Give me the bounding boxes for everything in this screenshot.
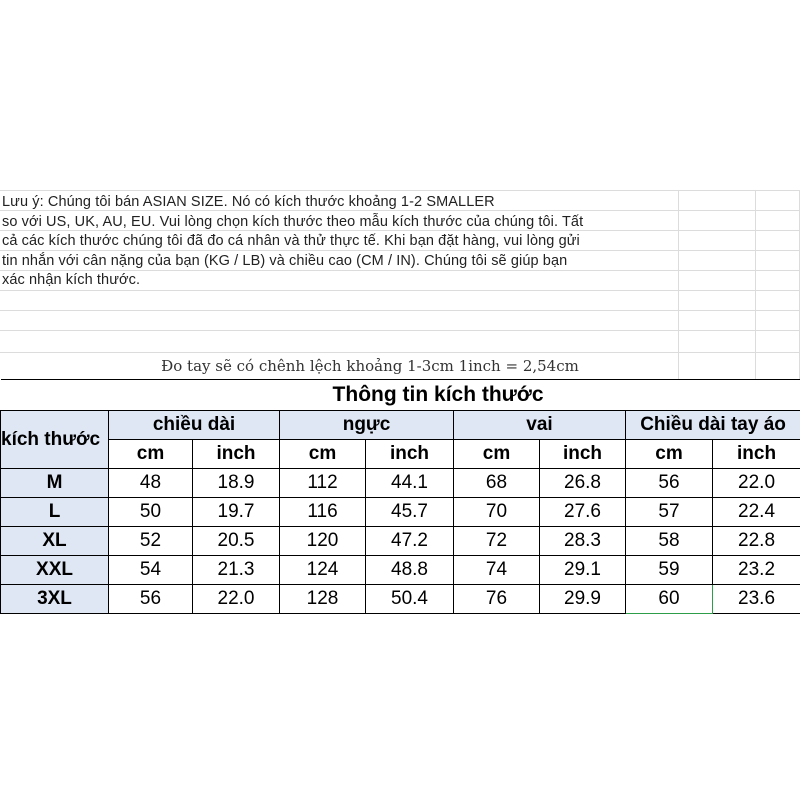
value-cell: 116 <box>280 498 366 527</box>
value-cell: 28.3 <box>540 527 626 556</box>
note-line: xác nhận kích thước. <box>2 272 141 288</box>
note-line: so với US, UK, AU, EU. Vui lòng chọn kích thước theo mẫu kích thước của chúng tôi. Tất <box>2 213 584 230</box>
note-line: cả các kích thước chúng tôi đã đo cá nhân và thử thực tế. Khi bạn đặt hàng, vui lòng gửi <box>2 233 580 249</box>
table-row <box>1 527 800 556</box>
value-cell: 50.4 <box>366 585 454 614</box>
value-cell: 27.6 <box>540 498 626 527</box>
group-shoulder: vai <box>454 411 626 440</box>
value-cell: 22.4 <box>713 498 800 527</box>
table-title: Thông tin kích thước <box>1 380 800 411</box>
value-cell: 68 <box>454 469 540 498</box>
group-sleeve: Chiều dài tay áo <box>626 411 800 440</box>
value-cell: 45.7 <box>366 498 454 527</box>
value-cell: 128 <box>280 585 366 614</box>
size-label: L <box>1 498 109 527</box>
group-chest: ngực <box>280 411 454 440</box>
value-cell: 20.5 <box>193 527 280 556</box>
table-row <box>1 556 800 585</box>
size-label: M <box>1 469 109 498</box>
value-cell: 112 <box>280 469 366 498</box>
unit-cell: cm <box>109 440 193 469</box>
value-cell: 29.1 <box>540 556 626 585</box>
size-label: XXL <box>1 556 109 585</box>
value-cell: 22.0 <box>713 469 800 498</box>
value-cell: 76 <box>454 585 540 614</box>
value-cell: 26.8 <box>540 469 626 498</box>
value-cell: 72 <box>454 527 540 556</box>
value-cell: 54 <box>109 556 193 585</box>
value-cell: 59 <box>626 556 713 585</box>
value-cell: 57 <box>626 498 713 527</box>
value-cell: 19.7 <box>193 498 280 527</box>
unit-cell: inch <box>540 440 626 469</box>
value-cell: 56 <box>109 585 193 614</box>
measure-note <box>0 357 800 375</box>
value-cell: 18.9 <box>193 469 280 498</box>
size-note <box>2 193 682 291</box>
table-row <box>1 585 800 614</box>
value-cell: 44.1 <box>366 469 454 498</box>
unit-cell: inch <box>713 440 800 469</box>
table-row <box>1 469 800 498</box>
value-cell: 23.2 <box>713 556 800 585</box>
unit-cell: inch <box>193 440 280 469</box>
value-cell: 74 <box>454 556 540 585</box>
value-cell: 56 <box>626 469 713 498</box>
value-cell: 52 <box>109 527 193 556</box>
value-cell: 21.3 <box>193 556 280 585</box>
value-cell: 120 <box>280 527 366 556</box>
value-cell: 23.6 <box>713 585 800 614</box>
unit-cell: cm <box>280 440 366 469</box>
table-row <box>1 498 800 527</box>
size-label: 3XL <box>1 585 109 614</box>
note-line: tin nhắn với cân nặng của bạn (KG / LB) và chiều cao (CM / IN). Chúng tôi sẽ giúp bạn <box>2 252 568 269</box>
value-cell: 22.0 <box>193 585 280 614</box>
unit-cell: cm <box>454 440 540 469</box>
size-table <box>0 379 800 614</box>
size-column-header: kích thước <box>1 411 109 469</box>
unit-cell: cm <box>626 440 713 469</box>
value-cell: 29.9 <box>540 585 626 614</box>
group-length: chiều dài <box>109 411 280 440</box>
value-cell: 48.8 <box>366 556 454 585</box>
note-line: Lưu ý: Chúng tôi bán ASIAN SIZE. Nó có kích thước khoảng 1-2 SMALLER <box>2 194 495 210</box>
value-cell: 124 <box>280 556 366 585</box>
value-cell: 70 <box>454 498 540 527</box>
selected-cell[interactable]: 60 <box>626 585 713 614</box>
value-cell: 58 <box>626 527 713 556</box>
value-cell: 47.2 <box>366 527 454 556</box>
value-cell: 22.8 <box>713 527 800 556</box>
measure-note-text: Đo tay sẽ có chênh lệch khoảng 1-3cm 1inch = 2,54cm <box>161 357 579 375</box>
unit-cell: inch <box>366 440 454 469</box>
value-cell: 50 <box>109 498 193 527</box>
size-label: XL <box>1 527 109 556</box>
value-cell: 48 <box>109 469 193 498</box>
